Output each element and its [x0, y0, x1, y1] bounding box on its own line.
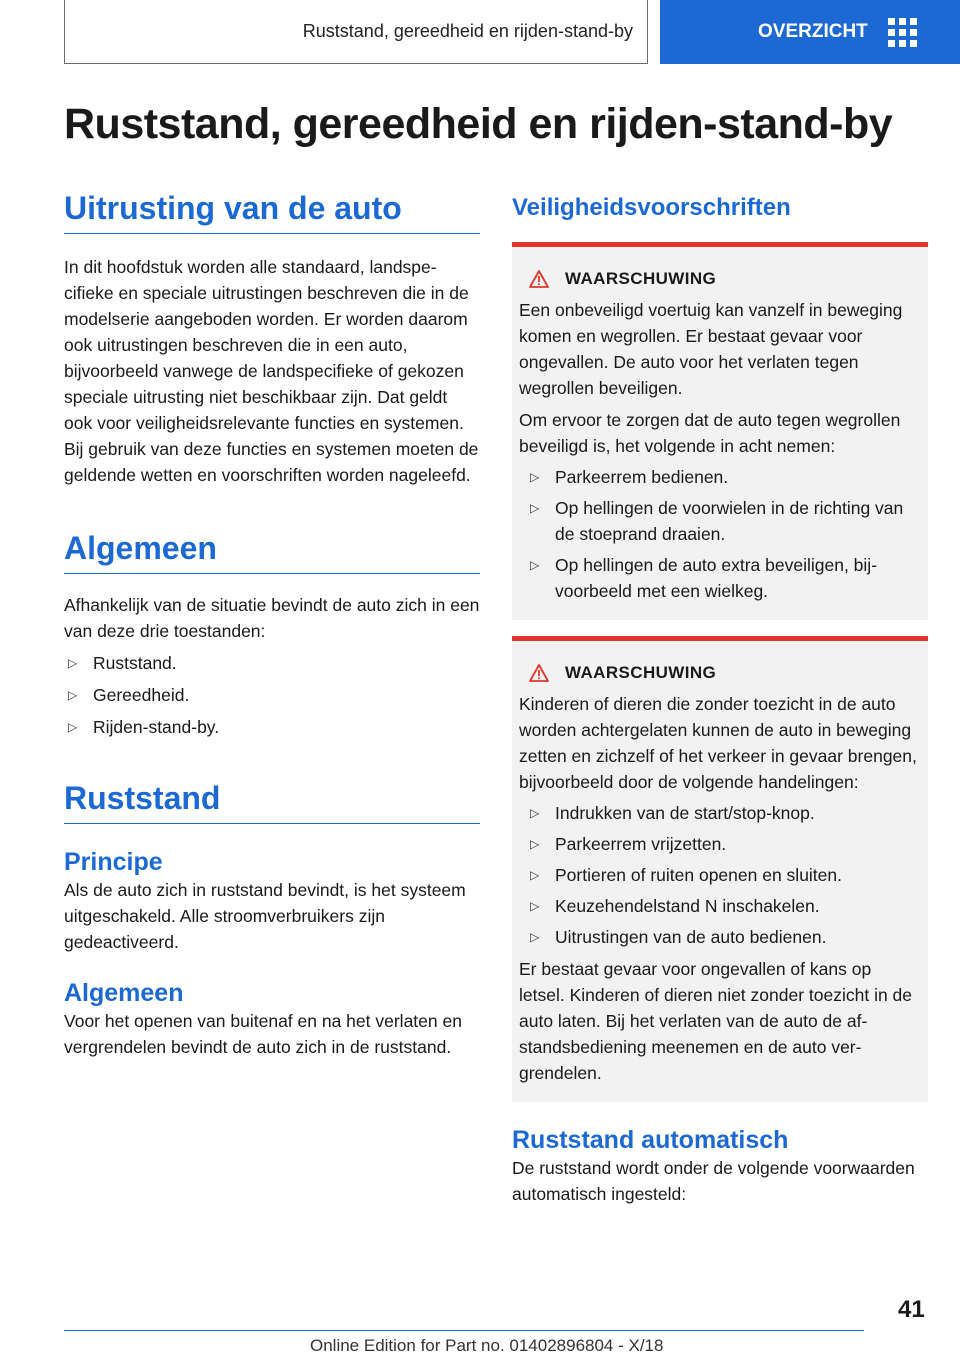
page-title: Ruststand, gereedheid en rijden-stand-by [64, 100, 893, 148]
list-item: ▷ Ruststand. [64, 650, 480, 676]
overview-button[interactable] [660, 0, 960, 64]
warning-list [519, 800, 921, 950]
section-heading-ruststand: Ruststand [64, 780, 480, 824]
warning-box [512, 636, 928, 1102]
warning-header [519, 663, 921, 683]
warning-box [512, 242, 928, 620]
triangle-bullet-icon: ▷ [68, 656, 78, 670]
warning-title: WAARSCHUWING [565, 269, 717, 288]
page-number: 41 [898, 1296, 925, 1323]
triangle-bullet-icon: ▷ [530, 837, 540, 851]
warning-text: Om ervoor te zorgen dat de auto tegen wegrollen beveiligd is, het volgende in acht nemen: [519, 410, 901, 456]
right-column [512, 190, 928, 1207]
list-item: ▷ Keuzehendelstand N inschakelen. [519, 893, 921, 919]
section-heading-veiligheid: Veiligheidsvoorschriften [512, 194, 791, 221]
triangle-bullet-icon: ▷ [530, 806, 540, 820]
left-column [64, 190, 480, 1060]
subheading-principe: Principe [64, 848, 163, 876]
warning-text: Kinderen of dieren die zonder toezicht in de auto worden achtergelaten kunnen de auto in beweging zetten en zichzelf of het verkeer in gevaar brengen, bijvoorbeeld door de volgende handelingen: [519, 694, 917, 792]
ruststand-automatisch-text: De ruststand wordt onder de volgende voorwaarden automatisch ingesteld: [512, 1158, 915, 1204]
triangle-bullet-icon: ▷ [530, 558, 540, 572]
ruststand-algemeen-text: Voor het openen van buitenaf en na het verlaten en vergrendelen bevindt de auto zich in de ruststand. [64, 1011, 462, 1057]
list-item: ▷ Uitrustingen van de auto bedienen. [519, 924, 921, 950]
warning-title: WAARSCHUWING [565, 663, 717, 682]
triangle-bullet-icon: ▷ [530, 930, 540, 944]
list-item: ▷ Op hellingen de auto extra beveiligen, bijvoorbeeld met een wielkeg. [519, 552, 921, 604]
algemeen-list [64, 650, 480, 740]
triangle-bullet-icon: ▷ [68, 720, 78, 734]
list-item: ▷ Gereedheid. [64, 682, 480, 708]
algemeen-text: Afhankelijk van de situatie bevindt de auto zich in een van deze drie toestanden: [64, 595, 480, 641]
warning-text: Een onbeveiligd voertuig kan vanzelf in beweging komen en wegrollen. Er bestaat gevaar voor ongevallen. De auto voor het verlaten tegen wegrollen beveiligen. [519, 300, 903, 398]
principe-text: Als de auto zich in ruststand bevindt, is het systeem uitgeschakeld. Alle stroomverbruikers zijn gedeactiveerd. [64, 880, 466, 952]
triangle-bullet-icon: ▷ [530, 868, 540, 882]
list-item: ▷ Portieren of ruiten openen en sluiten. [519, 862, 921, 888]
subheading-algemeen: Algemeen [64, 979, 184, 1007]
footer-divider [64, 1330, 864, 1331]
triangle-bullet-icon: ▷ [530, 899, 540, 913]
grid-icon [888, 18, 917, 47]
list-item: ▷ Parkeerrem bedienen. [519, 464, 921, 490]
list-item: ▷ Parkeerrem vrijzetten. [519, 831, 921, 857]
warning-triangle-icon [529, 270, 549, 288]
warning-text: Er bestaat gevaar voor ongevallen of kans op letsel. Kinderen of dieren niet zonder toezicht in de auto laten. Bij het verlaten van de auto de afstandsbediening meenemen en de auto vergrendelen. [519, 959, 913, 1083]
subheading-ruststand-automatisch: Ruststand automatisch [512, 1126, 789, 1154]
section-heading-algemeen: Algemeen [64, 530, 480, 574]
list-item: ▷ Indrukken van de start/stop-knop. [519, 800, 921, 826]
list-item: ▷ Rijden-stand-by. [64, 714, 480, 740]
header-section-tab [64, 0, 648, 64]
list-item: ▷ Op hellingen de voorwielen in de richting van de stoeprand draaien. [519, 495, 921, 547]
section-heading-uitrusting: Uitrusting van de auto [64, 190, 480, 234]
footer-edition: Online Edition for Part no. 01402896804 - X/18 [310, 1336, 664, 1355]
header-section-title: Ruststand, gereedheid en rijden-stand-by [302, 21, 633, 41]
warning-header [519, 269, 921, 289]
warning-triangle-icon [529, 664, 549, 682]
uitrusting-text: In dit hoofdstuk worden alle standaard, landspecifieke en speciale uitrustingen beschreven die in de modelserie aangeboden worden. Er worden daarom ook uitrustingen beschreven die in een auto, bijvoorbeeld vanwege de landspecifieke of gekozen speciale uitrusting niet beschikbaar zijn. Dat geldt ook voor veiligheidsrelevante functies en systemen. Bij gebruik van deze functies en systemen moeten de geldende wetten en voorschriften worden nageleefd. [64, 257, 479, 485]
overview-label: OVERZICHT [758, 21, 868, 42]
triangle-bullet-icon: ▷ [530, 501, 540, 515]
warning-list [519, 464, 921, 604]
triangle-bullet-icon: ▷ [68, 688, 78, 702]
triangle-bullet-icon: ▷ [530, 470, 540, 484]
